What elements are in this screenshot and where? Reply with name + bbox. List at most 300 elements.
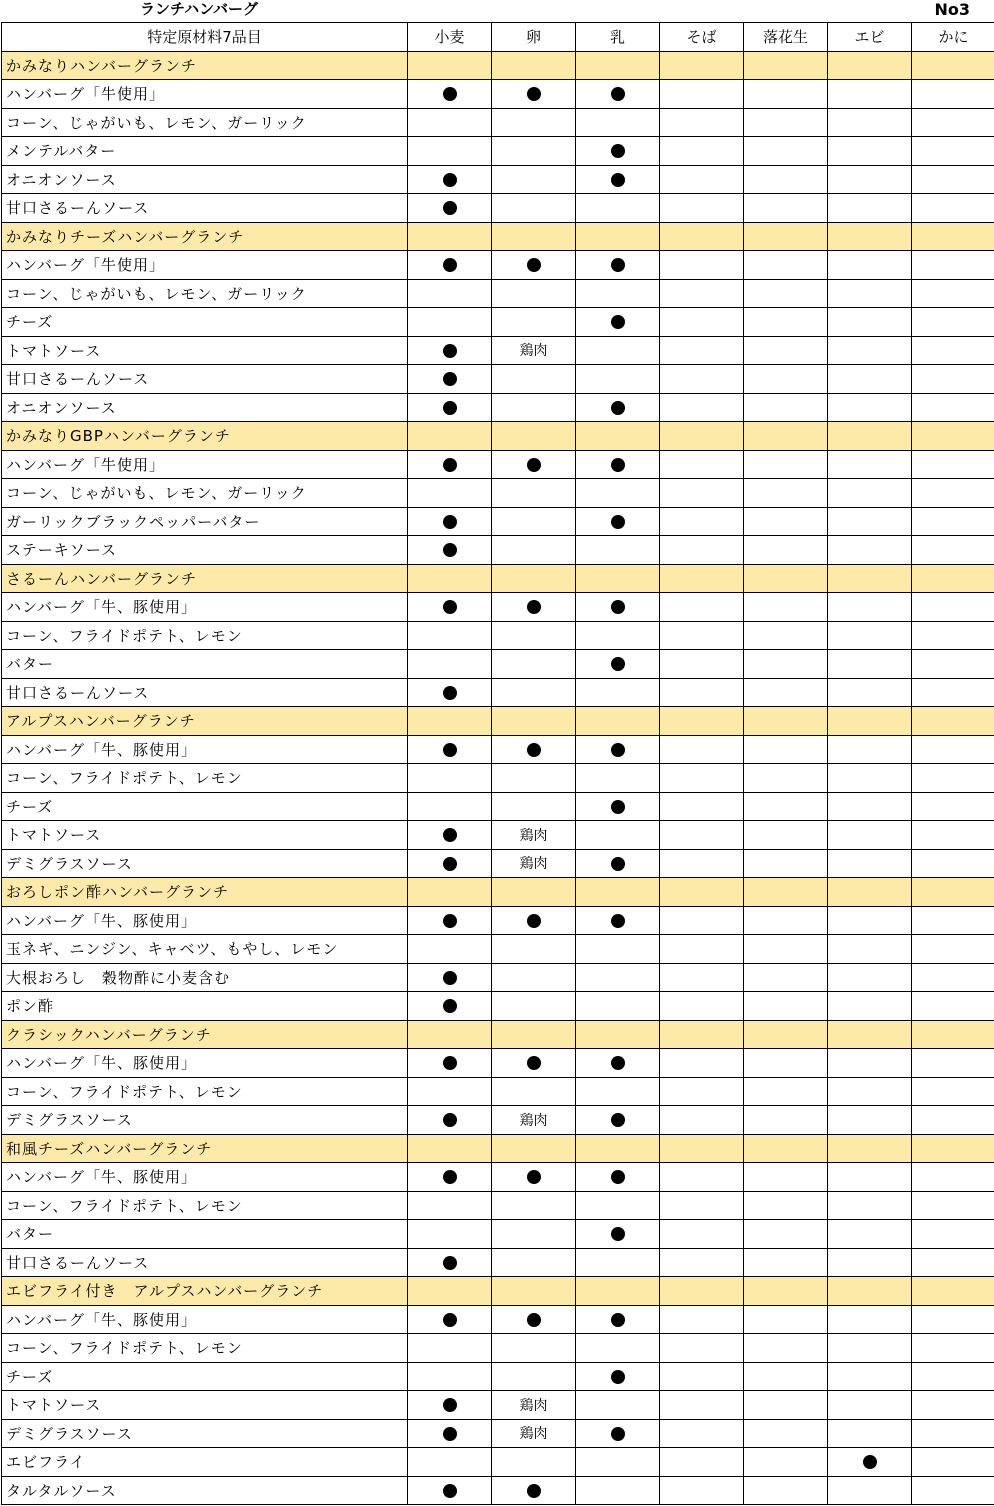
allergen-cell xyxy=(912,1134,994,1163)
allergen-cell xyxy=(912,849,994,878)
allergen-cell xyxy=(828,1362,912,1391)
allergen-cell xyxy=(912,365,994,394)
allergen-cell xyxy=(744,194,828,223)
filled-circle-icon xyxy=(611,657,625,671)
filled-circle-icon xyxy=(527,743,541,757)
allergen-cell xyxy=(408,165,492,194)
allergen-cell xyxy=(576,194,660,223)
filled-circle-icon xyxy=(443,1113,457,1127)
allergen-cell xyxy=(828,1419,912,1448)
allergen-cell xyxy=(912,1419,994,1448)
allergen-cell xyxy=(744,251,828,280)
filled-circle-icon xyxy=(527,914,541,928)
allergen-cell xyxy=(576,992,660,1021)
allergen-cell xyxy=(492,735,576,764)
allergen-cell xyxy=(660,1020,744,1049)
allergen-cell xyxy=(576,1362,660,1391)
allergen-cell xyxy=(492,1448,576,1477)
allergen-cell xyxy=(492,1362,576,1391)
allergen-cell xyxy=(912,650,994,679)
ingredient-row xyxy=(2,963,994,992)
filled-circle-icon xyxy=(611,144,625,158)
allergen-cell xyxy=(660,308,744,337)
filled-circle-icon xyxy=(611,1370,625,1384)
ingredient-row xyxy=(2,137,994,166)
ingredient-name: オニオンソース xyxy=(2,393,408,422)
allergen-cell xyxy=(660,735,744,764)
allergen-cell xyxy=(744,1277,828,1306)
allergen-cell xyxy=(828,251,912,280)
allergen-cell xyxy=(576,935,660,964)
column-header-peanut: 落花生 xyxy=(744,23,828,52)
ingredient-name: ハンバーグ「牛使用」 xyxy=(2,251,408,280)
allergen-cell xyxy=(492,165,576,194)
allergen-cell xyxy=(744,935,828,964)
page-title: ランチハンバーグ xyxy=(140,0,259,18)
ingredient-name: デミグラスソース xyxy=(2,1106,408,1135)
allergen-cell xyxy=(912,764,994,793)
allergen-cell xyxy=(660,1419,744,1448)
filled-circle-icon xyxy=(443,828,457,842)
allergen-cell xyxy=(408,1391,492,1420)
allergen-cell xyxy=(912,108,994,137)
filled-circle-icon xyxy=(443,1398,457,1412)
ingredient-row xyxy=(2,764,994,793)
allergen-cell xyxy=(828,80,912,109)
allergen-cell xyxy=(660,1305,744,1334)
allergen-cell xyxy=(912,821,994,850)
allergen-cell xyxy=(492,365,576,394)
allergen-cell xyxy=(408,507,492,536)
allergen-cell xyxy=(828,1476,912,1505)
allergen-cell xyxy=(408,821,492,850)
filled-circle-icon xyxy=(611,258,625,272)
allergen-cell xyxy=(492,650,576,679)
allergen-cell xyxy=(828,963,912,992)
allergen-cell xyxy=(408,849,492,878)
allergen-cell xyxy=(744,1191,828,1220)
allergen-cell xyxy=(744,906,828,935)
filled-circle-icon xyxy=(527,1313,541,1327)
allergen-cell xyxy=(912,507,994,536)
allergen-cell xyxy=(660,1362,744,1391)
allergen-cell xyxy=(744,593,828,622)
allergen-cell xyxy=(660,1163,744,1192)
ingredient-row xyxy=(2,821,994,850)
allergen-cell xyxy=(408,735,492,764)
allergen-cell xyxy=(912,1448,994,1477)
ingredient-row xyxy=(2,251,994,280)
allergen-cell xyxy=(744,735,828,764)
filled-circle-icon xyxy=(443,1313,457,1327)
allergen-cell xyxy=(576,222,660,251)
allergen-cell xyxy=(576,507,660,536)
allergen-cell xyxy=(492,1305,576,1334)
allergen-cell xyxy=(408,393,492,422)
allergen-cell xyxy=(576,707,660,736)
allergen-cell xyxy=(912,1106,994,1135)
filled-circle-icon xyxy=(443,87,457,101)
allergen-cell xyxy=(660,1448,744,1477)
allergen-cell xyxy=(744,1077,828,1106)
allergen-cell xyxy=(828,878,912,907)
allergen-cell xyxy=(408,621,492,650)
filled-circle-icon xyxy=(443,686,457,700)
allergen-cell xyxy=(744,650,828,679)
allergen-cell xyxy=(408,764,492,793)
allergen-cell xyxy=(408,80,492,109)
allergen-cell xyxy=(660,1220,744,1249)
allergen-cell xyxy=(408,1419,492,1448)
allergen-cell xyxy=(408,878,492,907)
menu-section-row xyxy=(2,222,994,251)
allergen-cell xyxy=(408,1476,492,1505)
allergen-cell xyxy=(660,365,744,394)
allergen-cell xyxy=(828,279,912,308)
allergen-cell xyxy=(492,450,576,479)
ingredient-row xyxy=(2,165,994,194)
column-header-buckwheat: そば xyxy=(660,23,744,52)
allergen-cell xyxy=(828,1248,912,1277)
allergen-cell xyxy=(912,1163,994,1192)
allergen-cell xyxy=(912,393,994,422)
filled-circle-icon xyxy=(443,372,457,386)
allergen-cell xyxy=(744,51,828,80)
ingredient-name: コーン、フライドポテト、レモン xyxy=(2,621,408,650)
allergen-cell xyxy=(660,222,744,251)
allergen-cell xyxy=(660,621,744,650)
column-header-wheat: 小麦 xyxy=(408,23,492,52)
ingredient-name: コーン、じゃがいも、レモン、ガーリック xyxy=(2,108,408,137)
filled-circle-icon xyxy=(443,999,457,1013)
filled-circle-icon xyxy=(527,600,541,614)
allergen-cell xyxy=(660,536,744,565)
filled-circle-icon xyxy=(527,1484,541,1498)
allergen-cell xyxy=(576,1134,660,1163)
allergen-cell xyxy=(576,1106,660,1135)
allergen-cell xyxy=(828,507,912,536)
allergen-cell xyxy=(660,1391,744,1420)
allergen-cell xyxy=(912,1476,994,1505)
allergen-cell xyxy=(408,707,492,736)
ingredient-row xyxy=(2,479,994,508)
filled-circle-icon xyxy=(443,1170,457,1184)
allergen-cell xyxy=(912,564,994,593)
allergen-cell xyxy=(828,906,912,935)
allergen-cell xyxy=(828,564,912,593)
allergen-cell xyxy=(828,165,912,194)
allergen-cell xyxy=(492,1220,576,1249)
allergen-cell xyxy=(408,792,492,821)
allergen-cell xyxy=(912,878,994,907)
ingredient-name: トマトソース xyxy=(2,1391,408,1420)
allergen-cell xyxy=(828,365,912,394)
allergen-cell xyxy=(828,593,912,622)
ingredient-row xyxy=(2,194,994,223)
allergen-cell xyxy=(492,279,576,308)
allergen-cell xyxy=(660,1077,744,1106)
allergen-note xyxy=(492,1419,576,1448)
allergen-cell xyxy=(912,279,994,308)
allergen-cell xyxy=(408,137,492,166)
allergen-cell xyxy=(576,821,660,850)
allergen-cell xyxy=(828,1334,912,1363)
allergen-cell xyxy=(912,906,994,935)
ingredient-row xyxy=(2,80,994,109)
allergen-cell xyxy=(576,1049,660,1078)
allergen-cell xyxy=(408,1020,492,1049)
allergen-cell xyxy=(744,1106,828,1135)
allergen-cell xyxy=(492,1191,576,1220)
allergen-cell xyxy=(828,1220,912,1249)
ingredient-name: 甘口さるーんソース xyxy=(2,678,408,707)
allergen-cell xyxy=(660,507,744,536)
allergen-cell xyxy=(744,849,828,878)
ingredient-row xyxy=(2,393,994,422)
menu-name: おろしポン酢ハンバーグランチ xyxy=(2,878,408,907)
allergen-cell xyxy=(660,821,744,850)
allergen-cell xyxy=(408,564,492,593)
allergen-cell xyxy=(576,678,660,707)
allergen-cell xyxy=(492,507,576,536)
allergen-cell xyxy=(492,963,576,992)
allergen-cell xyxy=(744,507,828,536)
filled-circle-icon xyxy=(443,173,457,187)
allergen-cell xyxy=(492,80,576,109)
ingredient-row xyxy=(2,536,994,565)
filled-circle-icon xyxy=(863,1455,877,1469)
allergen-cell xyxy=(912,137,994,166)
filled-circle-icon xyxy=(527,258,541,272)
filled-circle-icon xyxy=(527,1056,541,1070)
allergen-cell xyxy=(828,1020,912,1049)
ingredient-name: オニオンソース xyxy=(2,165,408,194)
allergen-cell xyxy=(576,1277,660,1306)
filled-circle-icon xyxy=(611,1427,625,1441)
allergen-cell xyxy=(660,251,744,280)
allergen-cell xyxy=(492,1049,576,1078)
allergen-cell xyxy=(744,222,828,251)
ingredient-name: エビフライ xyxy=(2,1448,408,1477)
menu-name: さるーんハンバーグランチ xyxy=(2,564,408,593)
allergen-cell xyxy=(660,80,744,109)
allergen-cell xyxy=(576,963,660,992)
allergen-cell xyxy=(660,165,744,194)
allergen-cell xyxy=(744,1362,828,1391)
menu-section-row xyxy=(2,422,994,451)
ingredient-row xyxy=(2,906,994,935)
allergen-cell xyxy=(912,963,994,992)
allergen-note-text: 鶏肉 xyxy=(519,1426,548,1443)
allergen-cell xyxy=(576,1248,660,1277)
allergen-cell xyxy=(576,564,660,593)
allergen-cell xyxy=(492,1277,576,1306)
allergen-cell xyxy=(576,1220,660,1249)
menu-name: アルプスハンバーグランチ xyxy=(2,707,408,736)
allergen-cell xyxy=(828,1049,912,1078)
allergen-cell xyxy=(408,479,492,508)
allergen-cell xyxy=(576,1391,660,1420)
allergen-cell xyxy=(576,764,660,793)
allergen-cell xyxy=(828,1106,912,1135)
allergen-cell xyxy=(744,621,828,650)
allergen-cell xyxy=(744,1448,828,1477)
allergen-cell xyxy=(744,821,828,850)
allergen-cell xyxy=(912,1334,994,1363)
allergen-note-text: 鶏肉 xyxy=(519,827,548,844)
filled-circle-icon xyxy=(443,857,457,871)
allergen-cell xyxy=(408,906,492,935)
filled-circle-icon xyxy=(443,971,457,985)
ingredient-row xyxy=(2,650,994,679)
filled-circle-icon xyxy=(611,1227,625,1241)
allergen-cell xyxy=(912,536,994,565)
allergen-cell xyxy=(912,1391,994,1420)
allergen-cell xyxy=(576,536,660,565)
ingredient-row xyxy=(2,735,994,764)
allergen-cell xyxy=(912,593,994,622)
ingredient-row xyxy=(2,1419,994,1448)
ingredient-name: チーズ xyxy=(2,792,408,821)
allergen-note-text: 鶏肉 xyxy=(519,856,548,873)
ingredient-name: ハンバーグ「牛、豚使用」 xyxy=(2,735,408,764)
ingredient-row xyxy=(2,1049,994,1078)
allergen-cell xyxy=(828,222,912,251)
ingredient-row xyxy=(2,1362,994,1391)
menu-section-row xyxy=(2,878,994,907)
allergen-cell xyxy=(660,1049,744,1078)
filled-circle-icon xyxy=(443,743,457,757)
allergen-cell xyxy=(660,279,744,308)
allergen-cell xyxy=(744,336,828,365)
allergen-cell xyxy=(828,422,912,451)
allergen-cell xyxy=(660,650,744,679)
allergen-cell xyxy=(828,1163,912,1192)
allergen-cell xyxy=(912,51,994,80)
allergen-cell xyxy=(744,1020,828,1049)
ingredient-row xyxy=(2,507,994,536)
filled-circle-icon xyxy=(611,87,625,101)
allergen-cell xyxy=(660,393,744,422)
allergen-cell xyxy=(828,1305,912,1334)
ingredient-name: チーズ xyxy=(2,308,408,337)
allergen-cell xyxy=(744,450,828,479)
allergen-cell xyxy=(744,1049,828,1078)
allergen-cell xyxy=(576,735,660,764)
allergen-cell xyxy=(408,450,492,479)
allergen-cell xyxy=(492,536,576,565)
allergen-cell xyxy=(660,992,744,1021)
allergen-cell xyxy=(492,1077,576,1106)
allergen-cell xyxy=(660,194,744,223)
allergen-cell xyxy=(492,308,576,337)
allergen-cell xyxy=(408,251,492,280)
allergen-cell xyxy=(492,422,576,451)
filled-circle-icon xyxy=(611,315,625,329)
ingredient-row xyxy=(2,1391,994,1420)
allergen-cell xyxy=(492,1334,576,1363)
allergen-cell xyxy=(744,422,828,451)
allergen-cell xyxy=(828,1077,912,1106)
filled-circle-icon xyxy=(443,1056,457,1070)
allergen-cell xyxy=(744,1419,828,1448)
allergen-cell xyxy=(660,450,744,479)
filled-circle-icon xyxy=(527,87,541,101)
allergen-cell xyxy=(744,536,828,565)
allergen-cell xyxy=(912,1277,994,1306)
allergen-cell xyxy=(660,1106,744,1135)
ingredient-row xyxy=(2,1448,994,1477)
allergen-cell xyxy=(828,650,912,679)
allergen-cell xyxy=(408,1305,492,1334)
allergen-cell xyxy=(408,992,492,1021)
allergen-cell xyxy=(912,1049,994,1078)
allergen-cell xyxy=(492,1248,576,1277)
ingredient-name: コーン、じゃがいも、レモン、ガーリック xyxy=(2,279,408,308)
allergen-cell xyxy=(576,308,660,337)
allergen-cell xyxy=(744,393,828,422)
filled-circle-icon xyxy=(611,1313,625,1327)
ingredient-name: バター xyxy=(2,650,408,679)
allergen-cell xyxy=(408,1163,492,1192)
column-header-items: 特定原材料7品目 xyxy=(2,23,408,52)
ingredient-name: コーン、フライドポテト、レモン xyxy=(2,764,408,793)
ingredient-name: 大根おろし 穀物酢に小麦含む xyxy=(2,963,408,992)
filled-circle-icon xyxy=(611,1056,625,1070)
column-header-egg: 卵 xyxy=(492,23,576,52)
allergen-cell xyxy=(912,1220,994,1249)
ingredient-row xyxy=(2,336,994,365)
allergen-cell xyxy=(744,1334,828,1363)
allergen-cell xyxy=(912,1020,994,1049)
allergen-cell xyxy=(576,1163,660,1192)
allergen-cell xyxy=(660,963,744,992)
allergen-cell xyxy=(912,251,994,280)
filled-circle-icon xyxy=(611,515,625,529)
allergen-cell xyxy=(828,1134,912,1163)
ingredient-row xyxy=(2,792,994,821)
allergen-note xyxy=(492,336,576,365)
allergen-cell xyxy=(492,1476,576,1505)
ingredient-name: ハンバーグ「牛、豚使用」 xyxy=(2,1163,408,1192)
allergen-cell xyxy=(576,593,660,622)
allergen-cell xyxy=(660,336,744,365)
allergen-cell xyxy=(828,678,912,707)
allergen-cell xyxy=(408,1334,492,1363)
allergen-cell xyxy=(576,137,660,166)
ingredient-name: コーン、フライドポテト、レモン xyxy=(2,1191,408,1220)
allergen-cell xyxy=(492,621,576,650)
ingredient-row xyxy=(2,1334,994,1363)
allergen-cell xyxy=(408,963,492,992)
allergen-cell xyxy=(744,678,828,707)
filled-circle-icon xyxy=(443,401,457,415)
allergen-note-text: 鶏肉 xyxy=(519,1112,548,1129)
allergen-cell xyxy=(744,479,828,508)
allergen-cell xyxy=(828,51,912,80)
allergen-cell xyxy=(828,821,912,850)
allergen-cell xyxy=(492,479,576,508)
allergen-cell xyxy=(912,621,994,650)
ingredient-row xyxy=(2,593,994,622)
ingredient-row xyxy=(2,849,994,878)
allergen-cell xyxy=(912,450,994,479)
allergen-cell xyxy=(744,1476,828,1505)
ingredient-row xyxy=(2,108,994,137)
menu-section-row xyxy=(2,51,994,80)
filled-circle-icon xyxy=(611,800,625,814)
allergen-cell xyxy=(492,992,576,1021)
